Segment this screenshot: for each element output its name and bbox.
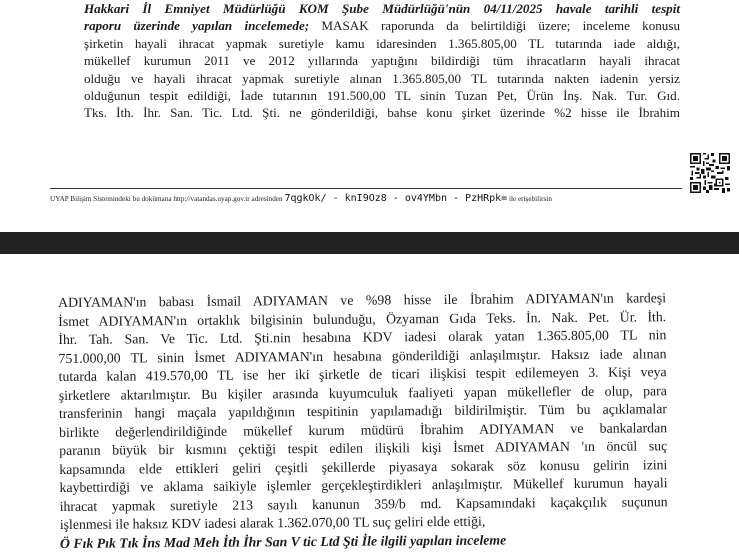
bottom-line-2: İsmet ADIYAMAN'ın ortaklık bilgisinin bulunduğu, Özyaman Gıda Teks. İn. Nak. Pet. Ür. İth. xyxy=(58,308,667,329)
top-line-1-bold: Hakkari İl Emniyet Müdürlüğü KOM Şube Müdürlüğü'nün 04/11/2025 havale tarihli tespit xyxy=(84,1,680,16)
document-page-bottom xyxy=(0,254,739,554)
qr-code-icon xyxy=(690,153,730,193)
bottom-line-12: ihracat yapmak suretiyle 213 sayılı kanunun 359/b md. Kapsamındaki kaçakçılık suçunun xyxy=(59,493,668,514)
footer-suffix: ile erişebilirsin xyxy=(509,195,552,203)
bottom-line-11: kaybettirdiği ve aklama saikiyle işlemler gerçekleştirdikleri anlaşılmıştır. Mükellef kurumun hayali xyxy=(59,475,668,495)
top-line-5 xyxy=(84,70,680,87)
bottom-line-1: ADIYAMAN'ın babası İsmail ADIYAMAN ve %98 hisse ile İbrahim ADIYAMAN'ın kardeşi xyxy=(58,290,667,310)
uyap-footer xyxy=(50,192,690,206)
top-line-2-rest: MASAK raporunda da belirtildiği üzere; inceleme konusu xyxy=(309,18,680,34)
verification-code: 7qgkOk/ - knI9Oz8 - ov4YMbn - PzHRpk= xyxy=(284,193,508,204)
top-line-3 xyxy=(84,35,680,52)
document-page-top xyxy=(0,0,739,232)
top-line-3-text: şirketin hayali ihracat yapmak suretiyle kamu idaresinden 1.365.805,00 TL tutarında iade aldığı, xyxy=(84,35,680,51)
bottom-line-4: 751.000,00 TL sinin İsmet ADIYAMAN'ın hesabına gönderildiği anlaşılmıştır. Haksız iade alınan xyxy=(58,345,667,366)
bottom-page-body xyxy=(58,289,668,553)
top-line-7 xyxy=(84,104,680,121)
top-line-2-bold: raporu üzerinde yapılan incelemede; xyxy=(84,18,310,34)
top-line-2 xyxy=(84,17,680,34)
footer-divider xyxy=(50,188,682,189)
footer-prefix: UYAP Bilişim Sistemindeki bu dokümana http://vatandas.uyap.gov.tr adresinden xyxy=(50,195,283,203)
bottom-line-3: İhr. Tah. San. Ve Tic. Ltd. Şti.nin hesabına KDV iadesi olarak yatan 1.365.805,00 TL nin xyxy=(58,327,667,347)
bottom-line-cut: Ö Fık Pık Tık İns Mad Meh İth İhr San V tic Ltd Şti İle ilgili yapılan inceleme xyxy=(59,531,507,551)
top-line-6-text: olduğunun tespit edildiği, İade tutarının 191.500,00 TL sinin Tuzan Pet, Ürün İnş. Nak. Tur. Gıd. xyxy=(84,87,680,103)
bottom-line-6: şirketlere aktarılmıştır. Bu kişiler arasında kuyumculuk faaliyeti yapan mükellefler de olup, para xyxy=(58,382,667,403)
top-line-1 xyxy=(84,0,680,17)
bottom-line-9: paranın büyük bir kısmını çektiği tespit edilen ilişkili kişi İsmet ADIYAMAN 'ın öncül suç xyxy=(59,438,668,458)
top-line-4 xyxy=(84,52,680,69)
bottom-line-8: birlikte değerlendirildiğinde mükellef kurum müdürü İbrahim ADIYAMAN ve bankalardan xyxy=(59,419,668,440)
bottom-line-13: işlenmesi ile haksız KDV iadesi alarak 1.362.070,00 TL suç geliri elde ettiği, xyxy=(59,513,486,532)
top-page-body xyxy=(84,0,680,122)
page-separator xyxy=(0,232,739,254)
bottom-line-7: transferinin hangi maçala yapıldığının tespitinin yapılamadığı bildirilmiştir. Tüm bu açıklamalar xyxy=(58,401,667,421)
top-line-7-text: Tks. İth. İhr. San. Tic. Ltd. Şti. ne gönderildiği, bahse konu şirket üzerinde %2 hisse ile İbrahim xyxy=(84,105,680,121)
bottom-line-10: kapsamında elde ettikleri geliri çeşitli şekillerde piyasaya sokarak söz konusu gelirin izini xyxy=(59,456,668,477)
top-line-4-text: mükellef kurumun 2011 ve 2012 yıllarında yaptığını bildirdiği tüm ihracatların hayali ihracat xyxy=(84,53,680,69)
top-line-6 xyxy=(84,87,680,104)
top-line-5-text: olduğu ve hayali ihracat yapmak suretiyle alınan 1.365.805,00 TL tutarında nakten iadenin yersiz xyxy=(84,70,680,86)
bottom-line-5: tutarda kalan 419.570,00 TL ise her iki şirketle de ticari ilişkisi tespit edilemeyen 3. Kişi veya xyxy=(58,364,667,384)
